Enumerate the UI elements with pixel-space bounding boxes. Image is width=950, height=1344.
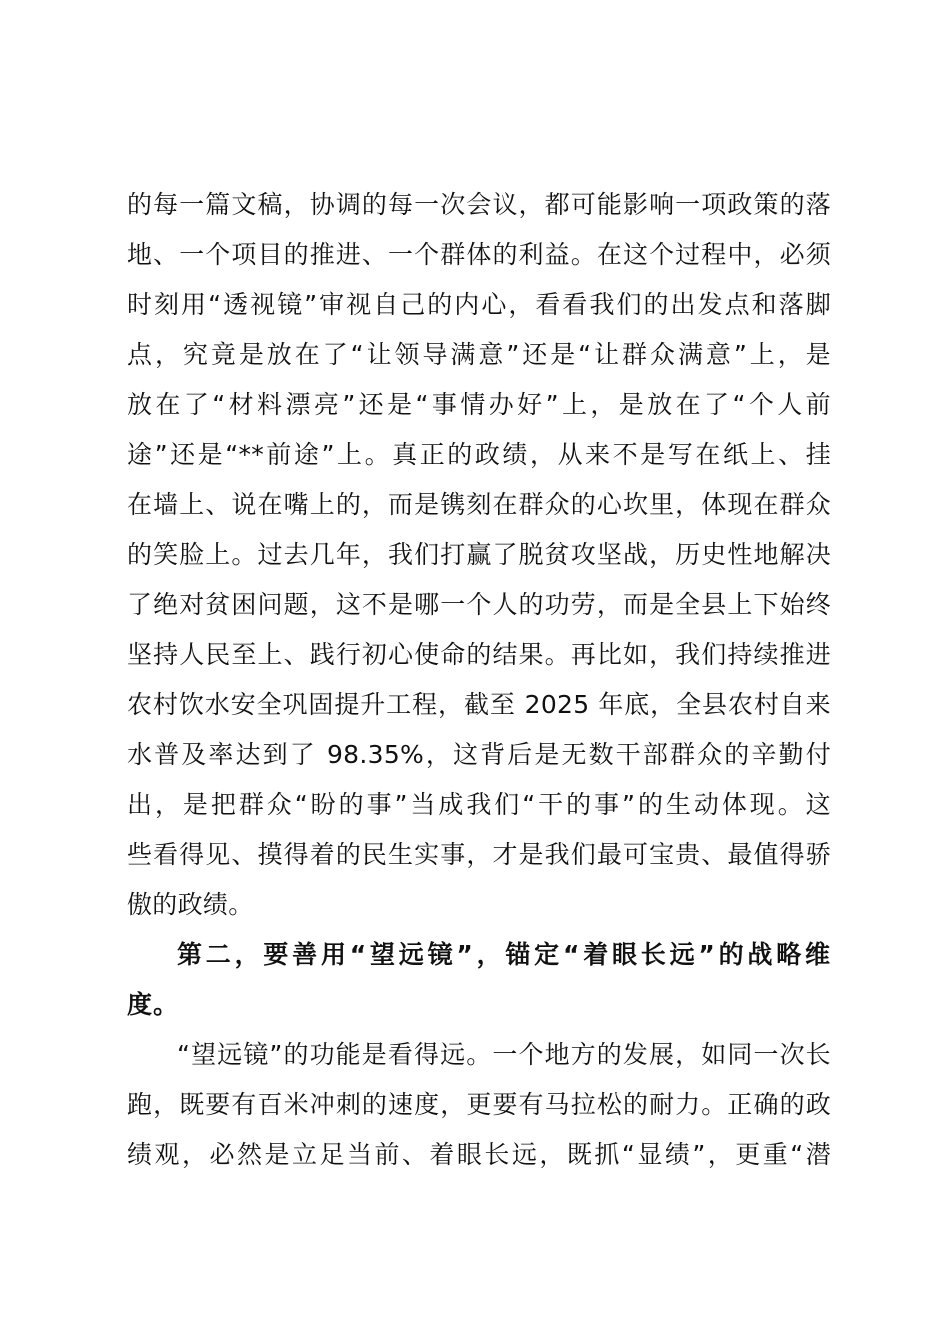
text-line: 农村饮水安全巩固提升工程，截至 2025 年底，全县农村自来 [127,690,831,719]
paragraph-political-achievement [127,180,831,930]
text-line: 地、一个项目的推进、一个群体的利益。在这个过程中，必须 [127,240,831,269]
heading-line: 第二，要善用“望远镜”，锚定“着眼长远”的战略维 [177,940,831,969]
text-line: 些看得见、摸得着的民生实事，才是我们最可宝贵、最值得骄 [127,840,831,869]
text-line: 了绝对贫困问题，这不是哪一个人的功劳，而是全县上下始终 [127,590,831,619]
text-line: 的每一篇文稿，协调的每一次会议，都可能影响一项政策的落 [127,190,831,219]
section-heading-telescope [127,930,831,1030]
text-line: 坚持人民至上、践行初心使命的结果。再比如，我们持续推进 [127,640,831,669]
text-line: 绩观，必然是立足当前、着眼长远，既抓“显绩”，更重“潜 [127,1140,831,1169]
text-line: 放在了“材料漂亮”还是“事情办好”上，是放在了“个人前 [127,390,831,419]
text-line: 傲的政绩。 [127,890,254,919]
text-line: 跑，既要有百米冲刺的速度，更要有马拉松的耐力。正确的政 [127,1090,831,1119]
paragraph-telescope-function [127,1030,831,1180]
text-line: 点，究竟是放在了“让领导满意”还是“让群众满意”上，是 [127,340,831,369]
text-line: 出，是把群众“盼的事”当成我们“干的事”的生动体现。这 [127,790,831,819]
text-line: 途”还是“**前途”上。真正的政绩，从来不是写在纸上、挂 [127,440,831,469]
text-line: 水普及率达到了 98.35%，这背后是无数干部群众的辛勤付 [127,740,831,769]
heading-line: 度。 [127,990,180,1019]
text-line: 在墙上、说在嘴上的，而是镌刻在群众的心坎里，体现在群众 [127,490,831,519]
text-line: 的笑脸上。过去几年，我们打赢了脱贫攻坚战，历史性地解决 [127,540,831,569]
document-body [127,180,831,1180]
text-line: “望远镜”的功能是看得远。一个地方的发展，如同一次长 [177,1040,831,1069]
text-line: 时刻用“透视镜”审视自己的内心，看看我们的出发点和落脚 [127,290,831,319]
